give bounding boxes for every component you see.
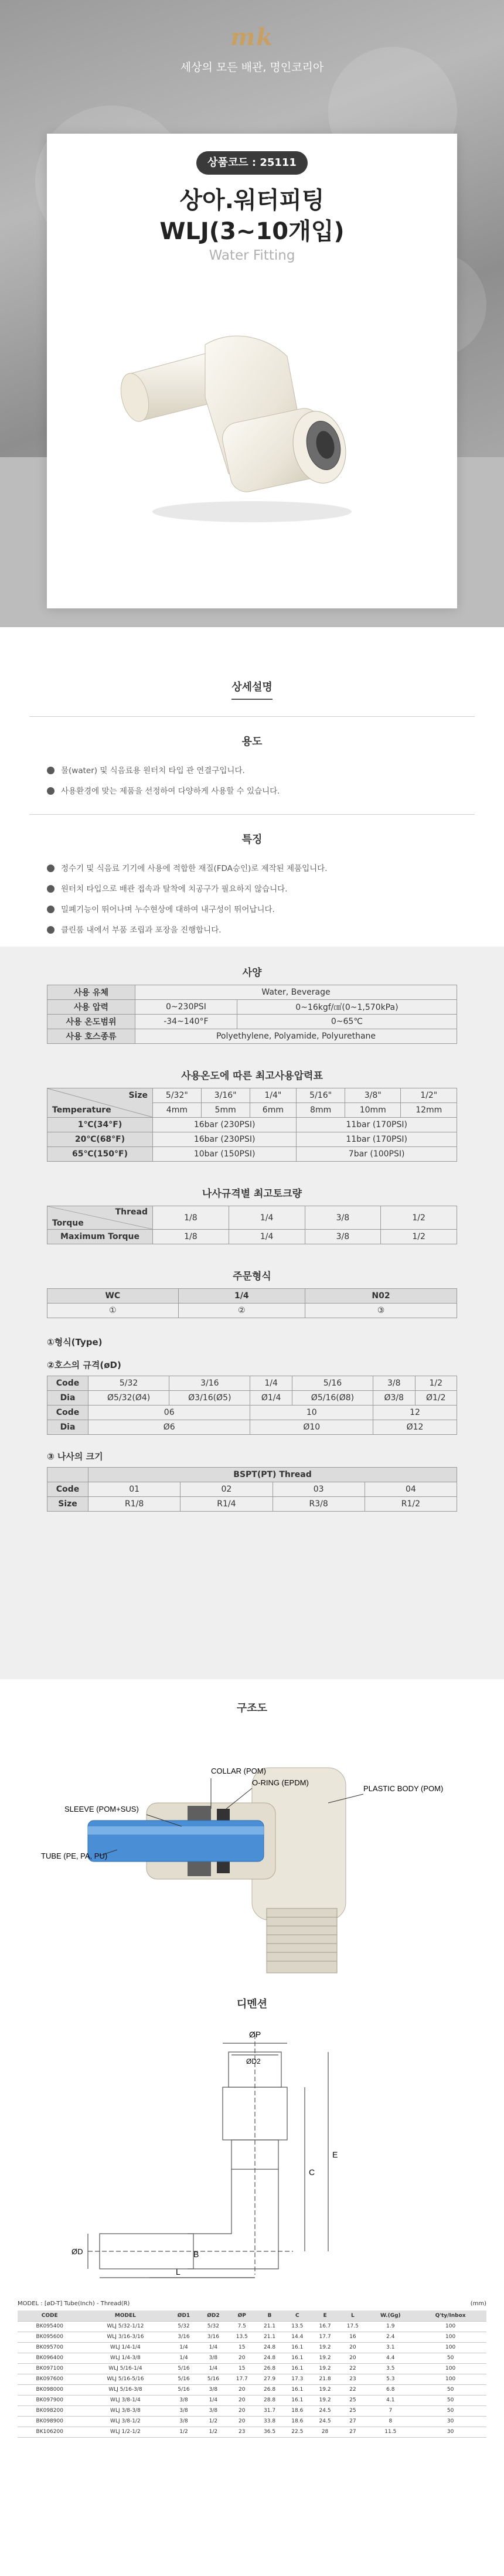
table-cell: WLJ 5/16-1/4: [81, 2363, 169, 2374]
list-item: 정수기 및 식음료 기기에 사용에 적합한 재질(FDA승인)로 제작된 제품입니다.: [47, 863, 457, 874]
hose-label: ②호스의 규격(øD): [47, 1360, 121, 1370]
pressure-cell: 11bar (170PSI): [297, 1132, 457, 1147]
table-cell: BK096400: [18, 2353, 81, 2363]
table-cell: 1.9: [366, 2321, 414, 2332]
table-cell: 3.5: [366, 2363, 414, 2374]
table-cell: 19.2: [311, 2353, 339, 2363]
table-cell: WLJ 3/8-1/2: [81, 2416, 169, 2427]
table-cell: 16.1: [284, 2363, 311, 2374]
usage-title: 용도: [241, 736, 263, 748]
table-cell: 5.3: [366, 2374, 414, 2384]
table-cell: BK095700: [18, 2342, 81, 2353]
table-cell: 27: [339, 2416, 366, 2427]
screw-code: 03: [273, 1482, 365, 1497]
torque-cell: 1/8: [153, 1230, 229, 1244]
type-label: ①형식(Type): [47, 1337, 103, 1347]
screw-size: R1/8: [88, 1497, 181, 1512]
table-cell: 30: [414, 2416, 486, 2427]
hose-code: 5/32: [88, 1376, 169, 1391]
table-cell: 1/2: [169, 2427, 198, 2437]
thread-cell: 1/2: [381, 1206, 457, 1230]
max-torque-label: Maximum Torque: [47, 1230, 153, 1244]
spec-label: 사용 호스종류: [47, 1029, 135, 1044]
table-cell: BK097900: [18, 2395, 81, 2405]
table-cell: WLJ 1/4-1/4: [81, 2342, 169, 2353]
spec-value: 0~16kgf/㎠(0~1,570kPa): [237, 1000, 457, 1015]
mm-cell: 8mm: [297, 1103, 345, 1118]
empty-header: [47, 1468, 88, 1482]
order-part: WC: [47, 1289, 179, 1304]
bspt-label: BSPT(PT) Thread: [88, 1468, 457, 1482]
screw-table: [47, 1467, 457, 1512]
table-cell: 13.5: [228, 2332, 256, 2342]
table-row: [18, 2384, 486, 2395]
table-cell: 18.6: [284, 2405, 311, 2416]
size-cell: 5/16": [297, 1088, 345, 1103]
spec-section: [0, 947, 504, 1679]
hose-code: 3/16: [169, 1376, 250, 1391]
table-cell: WLJ 1/4-3/8: [81, 2353, 169, 2363]
table-cell: 17.7: [311, 2332, 339, 2342]
temperature-cell: 65℃(150°F): [47, 1147, 153, 1162]
hose-dia: Ø6: [88, 1420, 250, 1435]
table-header-cell: ØD2: [199, 2310, 228, 2321]
screw-size: R3/8: [273, 1497, 365, 1512]
detail-title: 상세설명: [231, 681, 273, 693]
dim-p: ØP: [249, 2030, 261, 2039]
table-cell: WLJ 3/16-3/16: [81, 2332, 169, 2342]
usage-list: [47, 765, 457, 797]
dimension-drawing: [0, 2011, 504, 2281]
hose-code: 06: [88, 1406, 250, 1420]
table-cell: 5/32: [169, 2321, 198, 2332]
table-header-cell: C: [284, 2310, 311, 2321]
table-header-cell: E: [311, 2310, 339, 2321]
table-header-cell: ØD1: [169, 2310, 198, 2321]
table-cell: 8: [366, 2416, 414, 2427]
hose-code: 1/4: [250, 1376, 292, 1391]
table-cell: 28: [311, 2427, 339, 2437]
table-cell: 33.8: [256, 2416, 283, 2427]
table-cell: 3/8: [199, 2405, 228, 2416]
table-header-cell: B: [256, 2310, 283, 2321]
torque-label: Torque: [52, 1219, 84, 1228]
pressure-title: 사용온도에 따른 최고사용압력표: [181, 1070, 323, 1082]
table-cell: 36.5: [256, 2427, 283, 2437]
dim-d: ØD: [71, 2247, 83, 2256]
table-cell: 15: [228, 2342, 256, 2353]
table-cell: BK098000: [18, 2384, 81, 2395]
feature-title: 특징: [241, 833, 263, 846]
table-cell: 1/4: [169, 2353, 198, 2363]
temperature-cell: 20℃(68°F): [47, 1132, 153, 1147]
pressure-cell: 10bar (150PSI): [153, 1147, 297, 1162]
product-name: 상아.워터피팅: [179, 187, 325, 214]
table-cell: 20: [339, 2342, 366, 2353]
table-header-cell: ØP: [228, 2310, 256, 2321]
dim-d2: ØD2: [246, 2057, 261, 2065]
table-cell: WLJ 5/16-3/8: [81, 2384, 169, 2395]
table-cell: WLJ 1/2-1/2: [81, 2427, 169, 2437]
table-cell: 7: [366, 2405, 414, 2416]
dia-label: Dia: [47, 1420, 88, 1435]
table-cell: 3/8: [169, 2416, 198, 2427]
table-cell: 100: [414, 2363, 486, 2374]
table-cell: 30: [414, 2427, 486, 2437]
torque-table: [47, 1206, 457, 1244]
list-item: 원터치 타입으로 배관 접속과 탈착에 치공구가 필요하지 않습니다.: [47, 883, 457, 895]
table-header-cell: MODEL: [81, 2310, 169, 2321]
hero: [0, 0, 504, 627]
table-row: [18, 2416, 486, 2427]
table-cell: 21.1: [256, 2332, 283, 2342]
dim-e: E: [332, 2150, 338, 2159]
size-label: Size: [47, 1497, 88, 1512]
table-cell: 100: [414, 2374, 486, 2384]
table-cell: 1/2: [199, 2416, 228, 2427]
spec-value: Polyethylene, Polyamide, Polyurethane: [135, 1029, 457, 1044]
table-cell: 1/4: [199, 2395, 228, 2405]
product-image: [117, 286, 387, 556]
table-cell: 3/16: [199, 2332, 228, 2342]
table-cell: 5/16: [169, 2363, 198, 2374]
table-cell: 4.1: [366, 2395, 414, 2405]
label-oring: O-RING (EPDM): [252, 1778, 309, 1787]
torque-cell: 1/2: [381, 1230, 457, 1244]
dim-b: B: [193, 2250, 199, 2259]
order-mark: ③: [305, 1304, 457, 1318]
structure-section: [0, 1679, 504, 1996]
table-row: [18, 2321, 486, 2332]
table-cell: 22.5: [284, 2427, 311, 2437]
product-name-english: Water Fitting: [209, 248, 295, 263]
diagonal-header-cell: [47, 1088, 153, 1118]
thread-cell: 1/8: [153, 1206, 229, 1230]
size-cell: 3/8": [345, 1088, 401, 1103]
table-cell: 16.7: [311, 2321, 339, 2332]
brand-tagline: 세상의 모든 배관, 명인코리아: [180, 61, 324, 74]
spec-title: 사양: [242, 967, 262, 979]
hose-dia: Ø3/16(Ø5): [169, 1391, 250, 1406]
hose-dia: Ø5/16(Ø8): [292, 1391, 373, 1406]
size-cell: 1/4": [250, 1088, 297, 1103]
product-code-badge: 상품코드 : 25111: [196, 151, 308, 175]
table-cell: 27.9: [256, 2374, 283, 2384]
table-cell: BK097600: [18, 2374, 81, 2384]
pressure-cell: 11bar (170PSI): [297, 1118, 457, 1132]
hose-table: [47, 1376, 457, 1435]
table-cell: 18.6: [284, 2416, 311, 2427]
table-cell: 21.8: [311, 2374, 339, 2384]
temperature-label: Temperature: [52, 1105, 111, 1115]
table-cell: 20: [228, 2384, 256, 2395]
table-cell: 100: [414, 2332, 486, 2342]
mm-cell: 5mm: [201, 1103, 250, 1118]
table-cell: 4.4: [366, 2353, 414, 2363]
table-cell: WLJ 3/8-1/4: [81, 2395, 169, 2405]
table-cell: 6.8: [366, 2384, 414, 2395]
code-label: Code: [47, 1482, 88, 1497]
product-model: WLJ(3~10개입): [159, 218, 345, 245]
hose-code: 3/8: [373, 1376, 415, 1391]
table-cell: 25: [339, 2405, 366, 2416]
table-cell: 27: [339, 2427, 366, 2437]
hose-dia: Ø1/2: [415, 1391, 457, 1406]
table-cell: 19.2: [311, 2395, 339, 2405]
spec-value: Water, Beverage: [135, 985, 457, 1000]
table-caption: MODEL : [øD-T] Tube(Inch) - Thread(R): [18, 2301, 130, 2307]
size-cell: 5/32": [153, 1088, 202, 1103]
pressure-table: [47, 1088, 457, 1162]
spec-label: 사용 압력: [47, 1000, 135, 1015]
thread-label: Thread: [115, 1207, 148, 1217]
thread-cell: 3/8: [305, 1206, 381, 1230]
table-cell: 5/16: [199, 2374, 228, 2384]
list-item: 사용환경에 맞는 제품을 선정하여 다양하게 사용할 수 있습니다.: [47, 785, 457, 797]
temperature-cell: 1℃(34°F): [47, 1118, 153, 1132]
size-cell: 3/16": [201, 1088, 250, 1103]
pressure-cell: 7bar (100PSI): [297, 1147, 457, 1162]
table-cell: 3/8: [169, 2405, 198, 2416]
label-sleeve: SLEEVE (POM+SUS): [64, 1805, 139, 1813]
mm-cell: 10mm: [345, 1103, 401, 1118]
table-header-cell: CODE: [18, 2310, 81, 2321]
hose-dia: Ø5/32(Ø4): [88, 1391, 169, 1406]
hose-code: 5/16: [292, 1376, 373, 1391]
dia-label: Dia: [47, 1391, 88, 1406]
table-cell: 100: [414, 2321, 486, 2332]
hose-code: 10: [250, 1406, 373, 1420]
list-item: 밀폐기능이 뛰어나며 누수현상에 대하여 내구성이 뛰어납니다.: [47, 904, 457, 916]
screw-code: 02: [181, 1482, 273, 1497]
table-cell: 15: [228, 2363, 256, 2374]
table-cell: 1/4: [199, 2342, 228, 2353]
table-cell: 3.1: [366, 2342, 414, 2353]
table-cell: 16: [339, 2332, 366, 2342]
table-cell: 23: [339, 2374, 366, 2384]
table-cell: 24.5: [311, 2405, 339, 2416]
table-cell: 20: [228, 2405, 256, 2416]
hose-code: 1/2: [415, 1376, 457, 1391]
hose-dia: Ø12: [373, 1420, 457, 1435]
table-cell: 5/16: [169, 2384, 198, 2395]
table-cell: 17.3: [284, 2374, 311, 2384]
table-cell: WLJ 5/16-5/16: [81, 2374, 169, 2384]
spec-table: [47, 985, 457, 1044]
table-cell: 31.7: [256, 2405, 283, 2416]
size-label: Size: [128, 1091, 148, 1100]
spec-label: 사용 온도범위: [47, 1015, 135, 1029]
pressure-cell: 16bar (230PSI): [153, 1132, 297, 1147]
table-cell: 21.1: [256, 2321, 283, 2332]
torque-cell: 3/8: [305, 1230, 381, 1244]
table-cell: 2.4: [366, 2332, 414, 2342]
spec-value: 0~65℃: [237, 1015, 457, 1029]
table-cell: 50: [414, 2395, 486, 2405]
table-cell: 19.2: [311, 2363, 339, 2374]
table-body: [18, 2321, 486, 2437]
size-cell: 1/2": [401, 1088, 457, 1103]
table-cell: 5/16: [169, 2374, 198, 2384]
list-item: 클린룸 내에서 부품 조립과 포장을 진행합니다.: [47, 924, 457, 936]
table-header-cell: Q'ty/Inbox: [414, 2310, 486, 2321]
spec-value: 0~230PSI: [135, 1000, 237, 1015]
list-item: 물(water) 및 식음료용 원터치 타입 관 연결구입니다.: [47, 765, 457, 777]
table-header-cell: W.(Gg): [366, 2310, 414, 2321]
table-cell: 16.1: [284, 2353, 311, 2363]
table-cell: 100: [414, 2342, 486, 2353]
table-cell: 24.8: [256, 2353, 283, 2363]
table-cell: 24.8: [256, 2342, 283, 2353]
screw-size: R1/4: [181, 1497, 273, 1512]
table-cell: 50: [414, 2353, 486, 2363]
table-header-row: [18, 2310, 486, 2321]
table-cell: 1/2: [199, 2427, 228, 2437]
table-cell: 25: [339, 2395, 366, 2405]
table-cell: 14.4: [284, 2332, 311, 2342]
order-table: [47, 1288, 457, 1318]
table-cell: WLJ 3/8-3/8: [81, 2405, 169, 2416]
diagonal-header-cell: [47, 1206, 153, 1230]
table-cell: 17.5: [339, 2321, 366, 2332]
hose-dia: Ø1/4: [250, 1391, 292, 1406]
code-label: Code: [47, 1376, 88, 1391]
torque-title: 나사규격별 최고토크량: [202, 1188, 302, 1200]
hose-dia: Ø3/8: [373, 1391, 415, 1406]
table-row: [18, 2395, 486, 2405]
table-cell: 22: [339, 2384, 366, 2395]
mm-cell: 6mm: [250, 1103, 297, 1118]
order-mark: ①: [47, 1304, 179, 1318]
table-cell: 20: [339, 2353, 366, 2363]
table-cell: 3/16: [169, 2332, 198, 2342]
table-cell: BK097100: [18, 2363, 81, 2374]
table-row: [18, 2342, 486, 2353]
structure-title: 구조도: [236, 1702, 268, 1714]
table-cell: BK095400: [18, 2321, 81, 2332]
table-cell: WLJ 5/32-1/12: [81, 2321, 169, 2332]
table-row: [18, 2353, 486, 2363]
table-cell: 1/4: [199, 2363, 228, 2374]
order-part: N02: [305, 1289, 457, 1304]
hose-code: 12: [373, 1406, 457, 1420]
order-mark: ②: [178, 1304, 305, 1318]
table-cell: 19.2: [311, 2384, 339, 2395]
table-cell: 16.1: [284, 2395, 311, 2405]
dimension-section: [0, 1996, 504, 2301]
structure-diagram: [0, 1715, 504, 1985]
dim-l: L: [176, 2267, 181, 2276]
table-cell: 5/32: [199, 2321, 228, 2332]
torque-cell: 1/4: [229, 1230, 305, 1244]
dim-c: C: [309, 2167, 315, 2177]
table-cell: BK106200: [18, 2427, 81, 2437]
table-cell: 22: [339, 2363, 366, 2374]
table-cell: 20: [228, 2395, 256, 2405]
label-body: PLASTIC BODY (POM): [363, 1784, 444, 1793]
table-cell: 13.5: [284, 2321, 311, 2332]
size-table: [18, 2310, 486, 2438]
table-cell: BK098200: [18, 2405, 81, 2416]
shadow: [152, 501, 352, 522]
table-cell: 7.5: [228, 2321, 256, 2332]
mm-cell: 4mm: [153, 1103, 202, 1118]
table-cell: 24.5: [311, 2416, 339, 2427]
order-part: 1/4: [178, 1289, 305, 1304]
hose-dia: Ø10: [250, 1420, 373, 1435]
label-tube: TUBE (PE, PA, PU): [41, 1852, 108, 1860]
product-card: [47, 134, 457, 608]
table-cell: 16.1: [284, 2342, 311, 2353]
size-table-section: [0, 2301, 504, 2494]
table-cell: 3/8: [199, 2353, 228, 2363]
table-cell: 20: [228, 2416, 256, 2427]
code-label: Code: [47, 1406, 88, 1420]
table-cell: 16.1: [284, 2384, 311, 2395]
table-cell: BK095600: [18, 2332, 81, 2342]
table-cell: 19.2: [311, 2342, 339, 2353]
table-cell: 17.7: [228, 2374, 256, 2384]
spec-label: 사용 유체: [47, 985, 135, 1000]
feature-list: [47, 863, 457, 936]
spec-value: -34~140°F: [135, 1015, 237, 1029]
mm-cell: 12mm: [401, 1103, 457, 1118]
table-row: [18, 2405, 486, 2416]
table-cell: 3/8: [199, 2384, 228, 2395]
table-row: [18, 2363, 486, 2374]
table-cell: 28.8: [256, 2395, 283, 2405]
table-cell: 50: [414, 2405, 486, 2416]
screw-code: 04: [365, 1482, 457, 1497]
detail-section: [0, 627, 504, 947]
table-cell: 26.8: [256, 2384, 283, 2395]
table-header-cell: L: [339, 2310, 366, 2321]
thread: [267, 1908, 337, 1973]
table-row: [18, 2332, 486, 2342]
table-row: [18, 2427, 486, 2437]
table-cell: 1/4: [169, 2342, 198, 2353]
table-row: [18, 2374, 486, 2384]
table-cell: 11.5: [366, 2427, 414, 2437]
order-title: 주문형식: [233, 1271, 271, 1282]
table-cell: 50: [414, 2384, 486, 2395]
table-unit: (mm): [470, 2301, 486, 2307]
screw-label: ③ 나사의 크기: [47, 1451, 103, 1462]
label-collar: COLLAR (POM): [211, 1767, 266, 1775]
thread-cell: 1/4: [229, 1206, 305, 1230]
screw-code: 01: [88, 1482, 181, 1497]
table-cell: 23: [228, 2427, 256, 2437]
table-cell: BK098900: [18, 2416, 81, 2427]
pressure-cell: 16bar (230PSI): [153, 1118, 297, 1132]
table-cell: 26.8: [256, 2363, 283, 2374]
brand-logo: mk: [230, 23, 274, 51]
table-cell: 20: [228, 2353, 256, 2363]
dimension-title: 디멘션: [236, 1998, 268, 2010]
screw-size: R1/2: [365, 1497, 457, 1512]
table-cell: 3/8: [169, 2395, 198, 2405]
